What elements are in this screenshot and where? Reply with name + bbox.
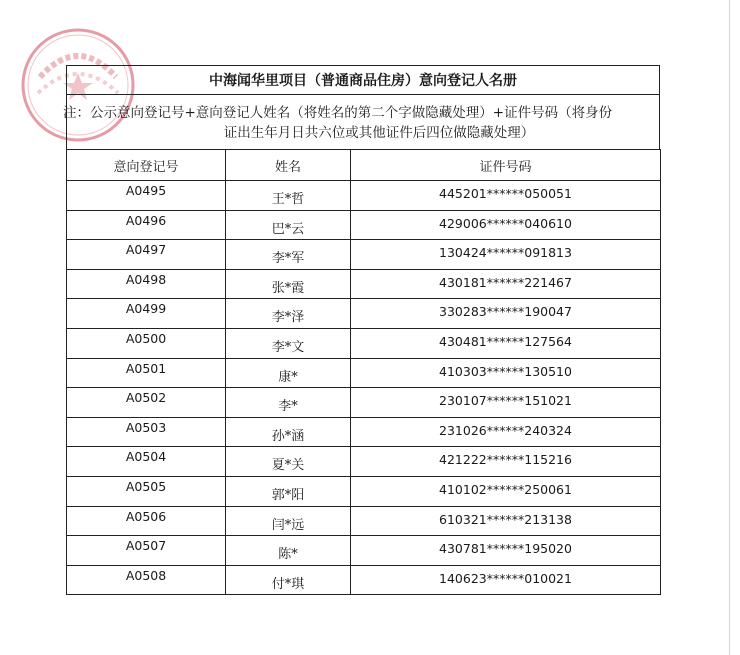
name-cell <box>226 269 351 299</box>
name-cell-text: 闫*远 <box>271 517 305 533</box>
id-number-cell-text: 410303******130510 <box>439 363 572 379</box>
registration-no-cell-text: A0507 <box>125 538 167 554</box>
registration-no-cell-text: A0506 <box>125 508 167 524</box>
registration-no-cell <box>67 565 226 595</box>
name-cell-text: 郭*阳 <box>271 487 305 503</box>
id-number-cell <box>351 181 661 211</box>
name-cell-text: 孙*涵 <box>271 428 305 444</box>
table-row <box>67 506 661 536</box>
registration-no-cell-text: A0500 <box>125 330 167 346</box>
id-number-cell-text: 140623******010021 <box>439 570 572 586</box>
name-cell <box>226 181 351 211</box>
id-number-cell <box>351 269 661 299</box>
id-number-cell-text: 429006******040610 <box>439 215 572 231</box>
name-cell <box>226 506 351 536</box>
id-number-cell-text: 330283******190047 <box>439 304 572 320</box>
id-number-cell-text: 445201******050051 <box>439 186 572 201</box>
name-cell-text: 张*霞 <box>271 280 305 296</box>
name-cell <box>226 417 351 447</box>
disclosure-note <box>63 94 660 149</box>
table-row <box>67 476 661 506</box>
table-row <box>67 565 661 595</box>
name-cell <box>226 358 351 388</box>
table-row <box>67 299 661 329</box>
name-cell-text: 付*琪 <box>271 576 305 592</box>
id-number-cell <box>351 536 661 566</box>
registration-no-cell <box>67 476 226 506</box>
id-number-cell <box>351 358 661 388</box>
name-cell <box>226 447 351 477</box>
id-number-cell <box>351 565 661 595</box>
column-header-id-number: 证件号码 <box>351 150 661 181</box>
id-number-cell-text: 410102******250061 <box>439 481 572 497</box>
document-title: 中海闻华里项目（普通商品住房）意向登记人名册 <box>66 65 660 94</box>
id-number-cell-text: 430781******195020 <box>439 541 572 557</box>
register-sheet <box>63 65 660 595</box>
registration-no-cell <box>67 358 226 388</box>
id-number-cell-text: 430181******221467 <box>439 274 572 290</box>
registration-no-cell <box>67 181 226 211</box>
column-header-registration-no: 意向登记号 <box>67 150 226 181</box>
registration-no-cell-text: A0505 <box>125 478 167 494</box>
registration-no-cell <box>67 269 226 299</box>
table-header-row <box>67 150 661 181</box>
registration-no-cell-text: A0496 <box>125 212 167 228</box>
id-number-cell <box>351 328 661 358</box>
name-cell <box>226 299 351 329</box>
table-row <box>67 388 661 418</box>
table-row <box>67 358 661 388</box>
id-number-cell <box>351 210 661 240</box>
table-row <box>67 269 661 299</box>
registration-no-cell-text: A0501 <box>125 360 167 376</box>
id-number-cell <box>351 506 661 536</box>
registration-no-cell <box>67 417 226 447</box>
table-row <box>67 240 661 270</box>
id-number-cell <box>351 388 661 418</box>
name-cell <box>226 476 351 506</box>
table-row <box>67 447 661 477</box>
table-row <box>67 181 661 211</box>
registration-no-cell-text: A0498 <box>125 271 167 287</box>
registration-no-cell <box>67 536 226 566</box>
name-cell-text: 陈* <box>278 547 298 563</box>
id-number-cell <box>351 299 661 329</box>
id-number-cell-text: 421222******115216 <box>439 452 572 468</box>
id-number-cell <box>351 447 661 477</box>
registration-no-cell <box>67 210 226 240</box>
id-number-cell <box>351 240 661 270</box>
id-number-cell-text: 430481******127564 <box>439 333 572 349</box>
registration-no-cell-text: A0504 <box>125 449 167 465</box>
registration-no-cell-text: A0499 <box>125 301 167 317</box>
name-cell-text: 李*泽 <box>271 310 305 326</box>
note-line-1: 注：公示意向登记号+意向登记人姓名（将姓名的第二个字做隐藏处理）+证件号码（将身份 <box>63 105 613 121</box>
name-cell <box>226 210 351 240</box>
id-number-cell <box>351 417 661 447</box>
registration-no-cell <box>67 299 226 329</box>
name-cell-text: 李*文 <box>271 339 305 355</box>
registration-no-cell-text: A0497 <box>125 242 167 258</box>
id-number-cell <box>351 476 661 506</box>
registration-no-cell-text: A0495 <box>125 183 167 198</box>
table-row <box>67 328 661 358</box>
column-header-name: 姓名 <box>226 150 351 181</box>
name-cell <box>226 328 351 358</box>
registration-no-cell <box>67 506 226 536</box>
name-cell-text: 夏*关 <box>271 458 305 474</box>
table-row <box>67 210 661 240</box>
name-cell <box>226 536 351 566</box>
id-number-cell-text: 610321******213138 <box>439 511 572 527</box>
name-cell-text: 李* <box>278 399 298 415</box>
name-cell <box>226 388 351 418</box>
id-number-cell-text: 231026******240324 <box>439 422 572 438</box>
name-cell-text: 王*哲 <box>271 192 305 207</box>
registration-no-cell <box>67 328 226 358</box>
registrant-table <box>66 149 661 595</box>
name-cell-text: 康* <box>278 369 298 385</box>
registration-no-cell-text: A0502 <box>125 390 167 406</box>
registration-no-cell <box>67 240 226 270</box>
registration-no-cell-text: A0503 <box>125 419 167 435</box>
name-cell <box>226 240 351 270</box>
registration-no-cell <box>67 447 226 477</box>
id-number-cell-text: 230107******151021 <box>439 393 572 409</box>
registration-no-cell <box>67 388 226 418</box>
id-number-cell-text: 130424******091813 <box>439 245 572 261</box>
table-row <box>67 536 661 566</box>
name-cell-text: 巴*云 <box>271 221 305 237</box>
name-cell <box>226 565 351 595</box>
registration-no-cell-text: A0508 <box>125 567 167 583</box>
page-edge <box>729 0 730 655</box>
table-row <box>67 417 661 447</box>
name-cell-text: 李*军 <box>271 251 305 267</box>
note-line-2: 证出生年月日共六位或其他证件后四位做隐藏处理） <box>223 125 535 141</box>
